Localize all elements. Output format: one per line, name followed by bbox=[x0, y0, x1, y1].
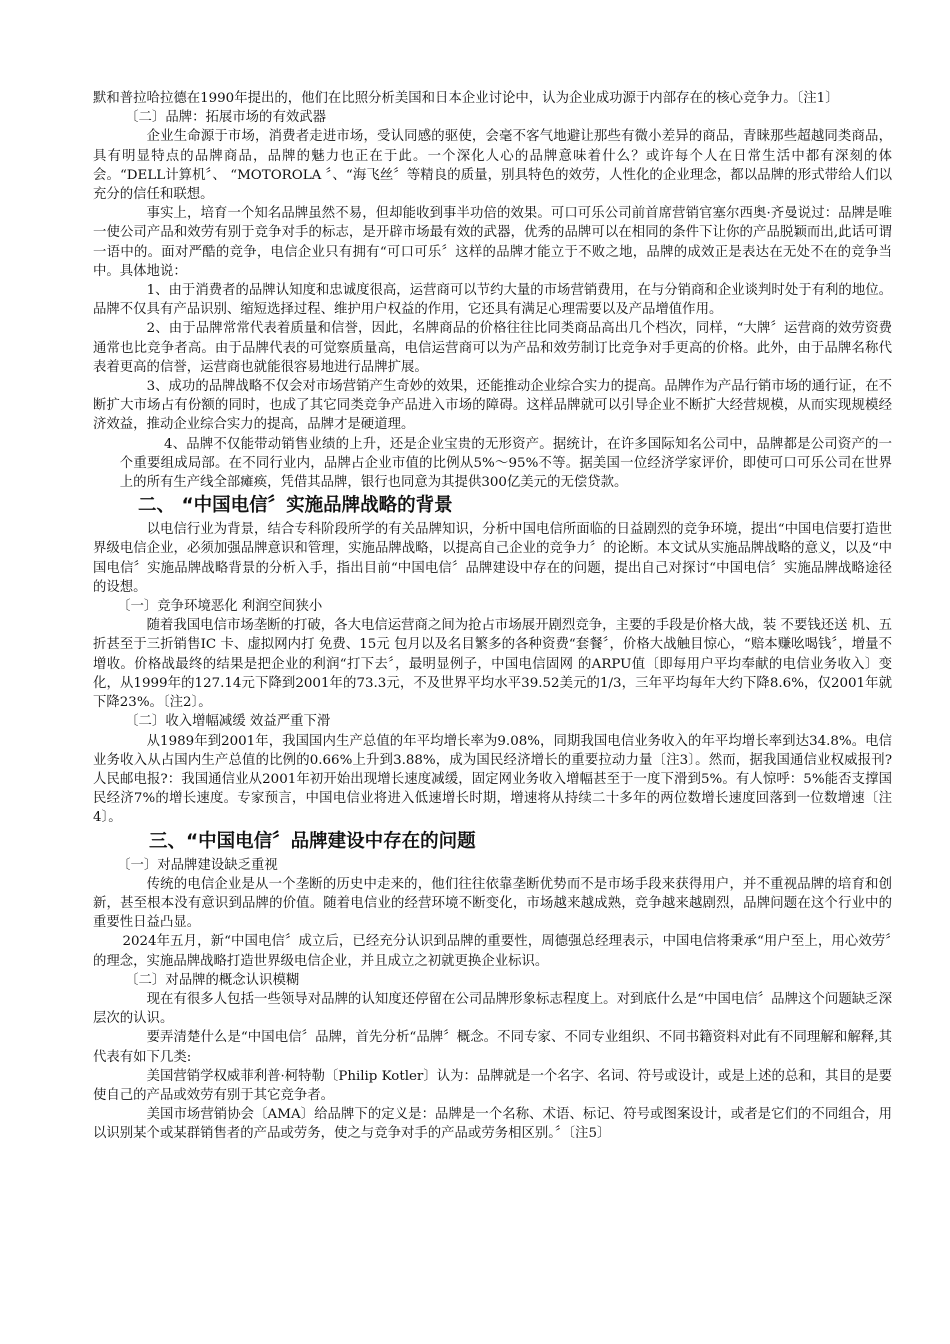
paragraph-core-competence: 默和普拉哈拉德在1990年提出的，他们在比照分析美国和日本企业讨论中，认为企业成功源于内部存在的核心竞争力。〔注1〕 bbox=[93, 91, 839, 106]
paragraph-concept: 要弄清楚什么是“中国电信〞品牌，首先分析“品牌〞概念。不同专家、不同专业组织、不同书籍资料对此有不同理解和解释,其代表有如下几类: bbox=[93, 1030, 892, 1065]
list-item-4: 4、品牌不仅能带动销售业绩的上升，还是企业宝贵的无形资产。据统计，在许多国际知名公司中，品牌都是公司资产的一个重要组成局部。在不同行业内，品牌占企业市值的比例从5%～95%不等。据美国一位经济学家评价，即使可口可乐公司在世界上的所有生产线全部瘫痪，凭借其品牌，银行也同意为其提供300亿美元的无偿贷款。 bbox=[119, 436, 892, 491]
paragraph-neglect: 传统的电信企业是从一个垄断的历史中走来的，他们往往依靠垄断优势而不是市场手段来获得用户，并不重视品牌的培育和创新，甚至根本没有意识到品牌的价值。随着电信业的经营环境不断变化，市场越来越成熟，竞争越来越剧烈，品牌问题在这个行业中的重要性日益凸显。 bbox=[93, 876, 892, 931]
paragraph-fact: 事实上，培育一个知名品牌虽然不易，但却能收到事半功倍的效果。可口可乐公司前首席营销官塞尔西奥·齐曼说过：品牌是唯一使公司产品和效劳有别于竞争对手的标志，是开辟市场最有效的武器，优秀的品牌可以在相同的条件下让你的产品脱颖而出,此话可谓一语中的。面对严酷的竞争，电信企业只有拥有“可口可乐〞这样的品牌才能立于不败之地，品牌的成效正是表达在无处不在的竞争当中。具体地说： bbox=[93, 206, 892, 279]
paragraph-background: 以电信行业为背景，结合专科阶段所学的有关品牌知识，分析中国电信所面临的日益剧烈的竞争环境，提出“中国电信要打造世界级电信企业，必须加强品牌意识和管理，实施品牌战略，以提高自己企业的竞争力〞的论断。本文试从实施品牌战略的意义，以及“中国电信〞实施品牌战略背景的分析入手，指出目前“中国电信〞品牌建设中存在的问题，提出自己对探讨“中国电信〞实施品牌战略途径的设想。 bbox=[93, 522, 892, 595]
list-item-3: 3、成功的品牌战略不仅会对市场营销产生奇妙的效果，还能推动企业综合实力的提高。品牌作为产品行销市场的通行证，在不断扩大市场占有份额的同时，也成了其它同类竞争产品进入市场的障碍。这样品牌就可以引导企业不断扩大经营规模，从而实现规模经济效益，推动企业综合实力的提高，品牌才是硬道理。 bbox=[93, 379, 892, 433]
section-heading-3: 三、“中国电信〞品牌建设中存在的问题 bbox=[149, 830, 476, 852]
list-item-2: 2、由于品牌常常代表着质量和信誉，因此，名牌商品的价格往往比同类商品高出几个档次，同样，“大牌〞运营商的效劳资费通常也比竞争者高。由于品牌代表的可觉察质量高，电信运营商可以为产品和效劳制订比竞争对手更高的价格。此外，由于品牌名称代表着更高的信誉，运营商也就能很容易地进行品牌扩展。 bbox=[93, 321, 892, 375]
paragraph-income: 从1989年到2001年，我国国内生产总值的年平均增长率为9.08%，同期我国电信业务收入的年平均增长率到达34.8%。电信业务收入从占国内生产总值的比例的0.66%上升到3.88%，成为国民经济增长的重要拉动力量〔注3〕。然而，据我国通信业权威报刊?人民邮电报?：我国通信业从2001年初开始出现增长速度减缓，固定网业务收入增幅甚至于一度下滑到5%。有人惊呼：5%能否支撑国民经济7%的增长速度。专家预言，中国电信业将进入低速增长时期，增速将从持续二十多年的两位数增长速度回落到一位数增速〔注4〕。 bbox=[93, 733, 892, 826]
subheading-income: 〔二〕收入增幅减缓 效益严重下滑 bbox=[125, 714, 331, 730]
list-item-1: 1、由于消费者的品牌认知度和忠诚度很高，运营商可以节约大量的市场营销费用，在与分销商和企业谈判时处于有利的地位。品牌不仅具有产品识别、缩短选择过程、维护用户权益的作用，它还具有满足心理需要以及产品增值作用。 bbox=[93, 283, 892, 318]
paragraph-cognition: 现在有很多人包括一些领导对品牌的认知度还停留在公司品牌形象标志程度上。对到底什么是“中国电信〞品牌这个问题缺乏深层次的认识。 bbox=[93, 991, 892, 1027]
subheading-concept: 〔二〕对品牌的概念认识模糊 bbox=[125, 972, 300, 988]
paragraph-competition: 随着我国电信市场垄断的打破，各大电信运营商之间为抢占市场展开剧烈竞争，主要的手段是价格大战，装 不要钱还送 机、五折甚至于三折销售IC 卡、虚拟网内打 免费、15元 包月以及名目繁多的各种资费“套餐〞，价格大战触目惊心，“赔本赚吆喝钱〞，增量不增收。价格战最终的结果是把企业的利润“打下去〞，最明显例子，中国电信固网 的ARPU值〔即每用户平均奉献的电信业务收入〕变化，从1999年的127.14元下降到2001年的73.3元，不及世界平均水平39.52美元的1/3，三年平均每年大约下降8.6%，仅2001年就下降23%。〔注2〕。 bbox=[93, 618, 892, 711]
subheading-competition: 〔一〕竞争环境恶化 利润空间狭小 bbox=[117, 599, 323, 615]
section-heading-2: 二、 “中国电信〞实施品牌战略的背景 bbox=[138, 495, 453, 517]
subheading-neglect: 〔一〕对品牌建设缺乏重视 bbox=[117, 857, 278, 873]
subheading-brand-weapon: 〔二〕品牌：拓展市场的有效武器 bbox=[125, 110, 327, 126]
paragraph-ama: 美国市场营销协会〔AMA〕给品牌下的定义是：品牌是一个名称、术语、标记、符号或图案设计，或者是它们的不同组合，用以识别某个或某群销售者的产品或劳务，使之与竞争对手的产品或劳务相区别。〞〔注5〕 bbox=[93, 1107, 892, 1142]
paragraph-2024: 2024年五月，新“中国电信〞成立后，已经充分认识到品牌的重要性，周德强总经理表示，中国电信将秉承“用户至上，用心效劳〞的理念，实施品牌战略打造世界级电信企业，并且成立之初就更换企业标识。 bbox=[93, 934, 892, 969]
paragraph-kotler: 美国营销学权威菲利普·柯特勒〔Philip Kotler〕认为：品牌就是一个名字、名词、符号或设计，或是上述的总和，其目的是要使自己的产品或效劳有别于其它竞争者。 bbox=[93, 1068, 892, 1103]
paragraph-market: 企业生命源于市场，消费者走进市场，受认同感的驱使，会毫不客气地避让那些有微小差异的商品，青睐那些超越同类商品，具有明显特点的品牌商品，品牌的魅力也正在于此。一个深化人心的品牌意味着什么？或许每个人在日常生活中都有深刻的体会。“DELL计算机〞、 “MOTOROLA 〞、“海飞丝〞等精良的质量，别具特色的效劳，人性化的企业理念，都以品牌的形式带给人们以充分的信任和联想。 bbox=[93, 129, 892, 203]
